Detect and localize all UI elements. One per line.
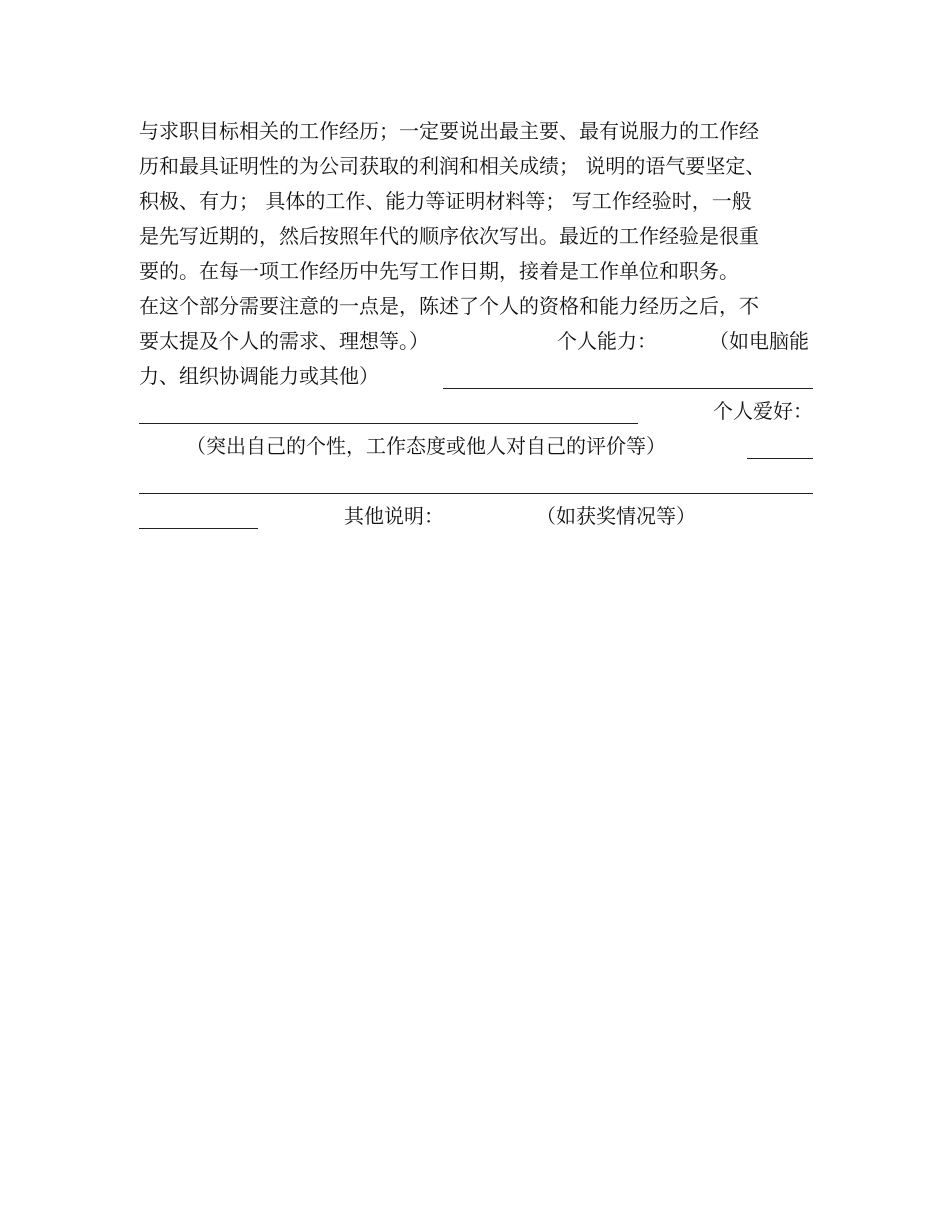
personal-ability-hint-part1: （如电脑能 — [709, 329, 809, 353]
personal-hobbies-blank-line — [139, 464, 813, 499]
paragraph-line-7-text: 要太提及个人的需求、理想等。） — [139, 329, 429, 353]
paragraph-line-1-text: 与求职目标相关的工作经历；一定要说出最主要、最有说服力的工作经 — [139, 119, 759, 143]
paragraph-line-3 — [139, 184, 813, 219]
personal-ability-hint-part2: 力、组织协调能力或其他） — [139, 364, 379, 388]
paragraph-line-2 — [139, 149, 813, 184]
paragraph-line-1 — [139, 114, 813, 149]
paragraph-line-6 — [139, 289, 813, 324]
paragraph-line-4 — [139, 219, 813, 254]
paragraph-line-2-text: 历和最具证明性的为公司获取的利润和相关成绩； 说明的语气要坚定、 — [139, 154, 766, 178]
resume-guidance-text — [139, 114, 813, 534]
paragraph-line-7 — [139, 324, 813, 359]
paragraph-line-4-text: 是先写近期的，然后按照年代的顺序依次写出。最近的工作经验是很重 — [139, 224, 759, 248]
personal-ability-line — [139, 359, 813, 394]
personal-ability-label: 个人能力： — [557, 329, 657, 353]
other-notes-label: 其他说明： — [344, 504, 444, 528]
paragraph-line-5-text: 要的。在每一项工作经历中先写工作日期，接着是工作单位和职务。 — [139, 259, 739, 283]
paragraph-line-6-text: 在这个部分需要注意的一点是，陈述了个人的资格和能力经历之后，不 — [139, 294, 759, 318]
personal-hobbies-line — [139, 429, 813, 464]
paragraph-line-5 — [139, 254, 813, 289]
personal-hobbies-label: 个人爱好： — [713, 399, 813, 423]
personal-hobbies-blank[interactable] — [747, 458, 813, 459]
personal-ability-blank-continuation[interactable] — [139, 423, 638, 424]
other-notes-line — [139, 499, 813, 534]
personal-hobbies-blank-end[interactable] — [139, 528, 258, 529]
paragraph-line-3-text: 积极、有力； 具体的工作、能力等证明材料等； 写工作经验时，一般 — [139, 189, 752, 213]
personal-ability-blank-line — [139, 394, 813, 429]
personal-hobbies-blank-continuation[interactable] — [139, 493, 813, 494]
other-notes-hint: （如获奖情况等） — [536, 504, 696, 528]
personal-hobbies-hint: （突出自己的个性，工作态度或他人对自己的评价等） — [186, 434, 666, 458]
personal-ability-blank[interactable] — [443, 388, 813, 389]
